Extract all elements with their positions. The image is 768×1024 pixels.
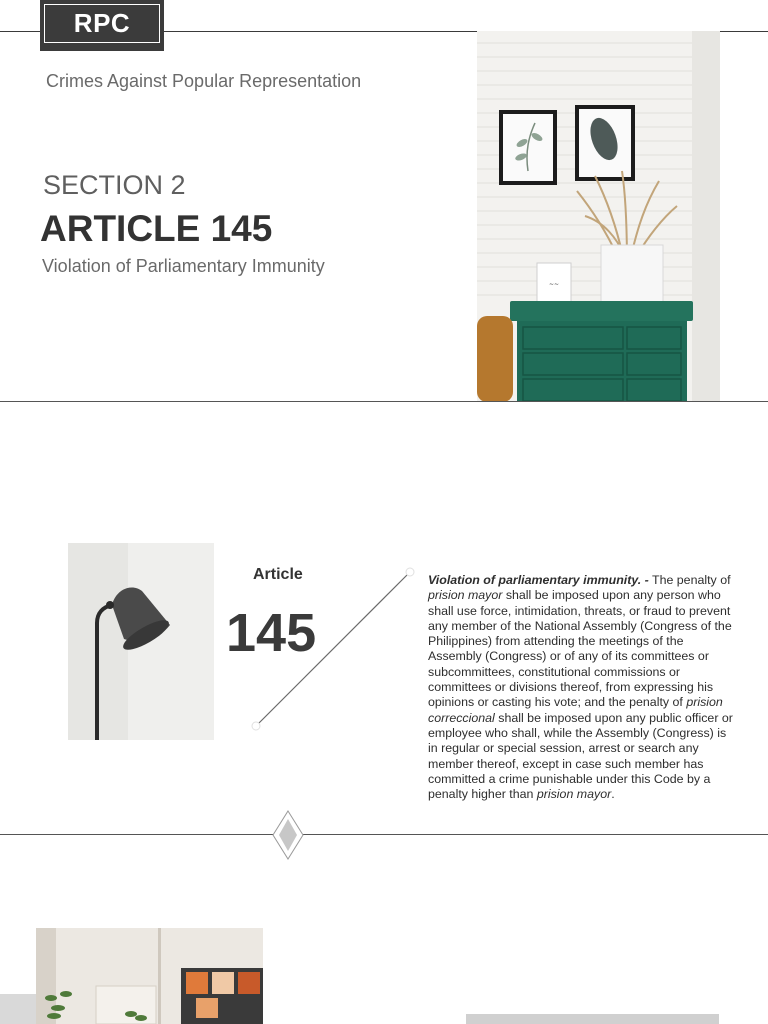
lamp-photo: [68, 543, 214, 740]
article-text-emphasis: prision correccional: [428, 695, 723, 725]
article-text-part: shall be imposed upon any public officer or employee who shall, while the Assembly (Congress) is in regular or special session, arrest or search any member thereof, except in case such member has committed a crime punishable under this Code by a penalty higher than: [428, 710, 733, 802]
grey-block: [0, 994, 36, 1024]
article-text-emphasis: prision mayor: [428, 588, 503, 603]
rpc-badge-label: RPC: [44, 4, 160, 43]
diamond-icon: [272, 810, 304, 860]
svg-text:~~: ~~: [548, 281, 560, 288]
slide-divider: [0, 834, 768, 835]
cabinet-illustration: [477, 31, 720, 402]
article-text-emphasis: prision mayor: [536, 787, 612, 802]
article-text-lead: Violation of parliamentary immunity. -: [428, 573, 649, 587]
article-title: ARTICLE 145: [40, 208, 273, 249]
room-illustration: [36, 928, 263, 1024]
section-label: SECTION 2: [43, 170, 186, 200]
article-subtitle: Violation of Parliamentary Immunity: [42, 256, 325, 276]
diagonal-connector: [230, 560, 430, 740]
article-text-part: .: [611, 787, 615, 802]
article-label: Article: [253, 566, 303, 583]
header-subtitle: Crimes Against Popular Representation: [46, 71, 362, 91]
article-text: [428, 573, 734, 802]
article-text-part: shall be imposed upon any person who shall use force, intimidation, threats, or fraud to prevent any member of the National Assembly (Congress of the Philippines) from attending the meetings of the Assembly (Congress) or of any of its committees or subcommittees, constitutional commissions or committees or divisions thereof, from expressing his opinions or casting his vote; and the penalty of: [428, 588, 732, 710]
rpc-badge: [40, 0, 164, 51]
interior-photo-cabinet: [477, 31, 720, 402]
article-number: 145: [226, 603, 317, 663]
grey-block: [466, 1014, 719, 1024]
article-text-part: The penalty of: [648, 573, 731, 587]
slide-divider: [0, 401, 768, 402]
interior-photo-plants: [36, 928, 263, 1024]
floor-lamp-illustration: [68, 543, 214, 740]
